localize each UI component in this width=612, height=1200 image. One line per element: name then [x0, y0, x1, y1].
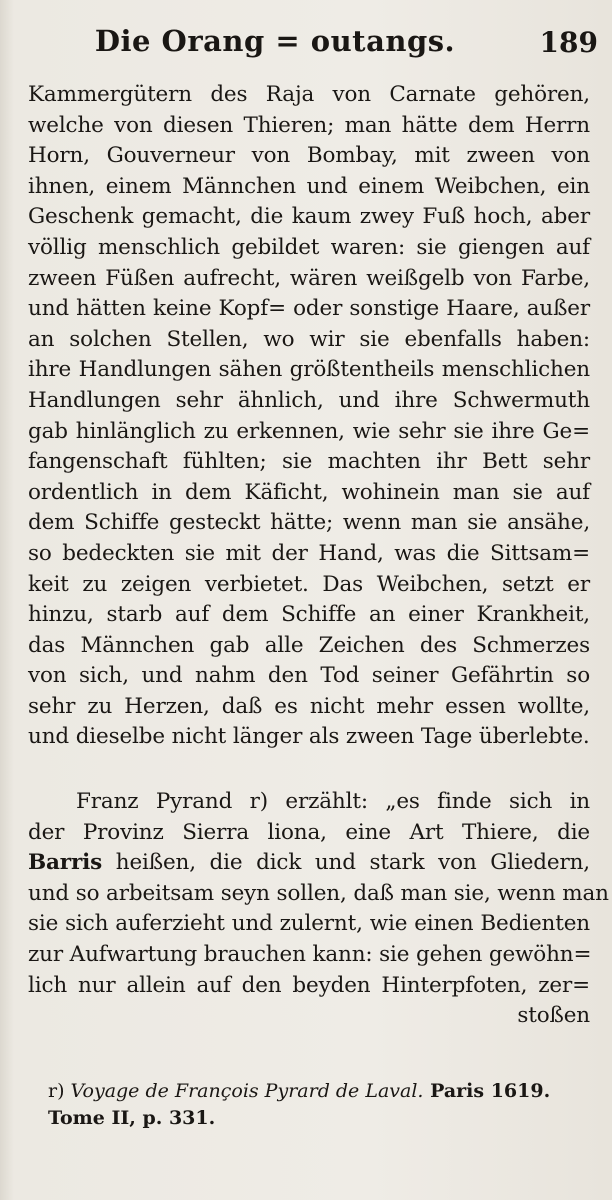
- catchword: stoßen: [517, 1003, 590, 1029]
- running-title: Die Orang = outangs.: [94, 24, 456, 58]
- text-line: lich nur allein auf den beyden Hinterpfoten, zer=: [28, 972, 590, 998]
- page-header: [22, 16, 598, 64]
- text-line: Franz Pyrand r) erzählt: „es finde sich in: [76, 789, 590, 815]
- text-line: und dieselbe nicht länger als zween Tage überlebte.: [28, 724, 590, 750]
- text-line: sie sich auferzieht und zulernt, wie einen Bedienten: [28, 911, 590, 937]
- text-line: an solchen Stellen, wo wir sie ebenfalls haben:: [28, 326, 590, 352]
- footnote-title: Voyage de François Pyrard de Laval.: [64, 1080, 424, 1102]
- footnote-marker: r): [48, 1080, 65, 1102]
- text-line: Kammergütern des Raja von Carnate gehören,: [28, 82, 590, 107]
- text-line: dem Schiffe gesteckt hätte; wenn man sie ansähe,: [28, 510, 590, 536]
- page-number: 189: [539, 26, 598, 59]
- text-line: ihnen, einem Männchen und einem Weibchen, ein: [28, 173, 590, 199]
- paragraph-gap: [28, 753, 590, 787]
- text-line: so bedeckten sie mit der Hand, was die Sittsam=: [28, 540, 590, 566]
- footnote: [48, 1078, 582, 1132]
- text-line: [28, 848, 590, 879]
- paragraph-2: [28, 787, 609, 1032]
- footnote-line-2: Tome II, p. 331.: [48, 1107, 216, 1129]
- text-line: keit zu zeigen verbietet. Das Weibchen, setzt er: [28, 571, 590, 597]
- text-line: zur Aufwartung brauchen kann: sie gehen gewöhn=: [28, 942, 592, 968]
- body-text: [28, 80, 609, 1032]
- text-line: ihre Handlungen sähen größtentheils menschlichen: [28, 357, 590, 383]
- text-line: welche von diesen Thieren; man hätte dem Herrn: [28, 112, 590, 138]
- footnote-line-1: [48, 1078, 582, 1105]
- text-line: Handlungen sehr ähnlich, und ihre Schwermuth: [28, 387, 590, 413]
- text-line: völlig menschlich gebildet waren: sie giengen auf: [28, 234, 590, 260]
- text-line: Horn, Gouverneur von Bombay, mit zween von: [28, 143, 590, 169]
- text-line: gab hinlänglich zu erkennen, wie sehr sie ihre Ge=: [28, 418, 590, 444]
- text-line: sehr zu Herzen, daß es nicht mehr essen wollte,: [28, 693, 590, 719]
- term-barris: Barris: [28, 850, 103, 876]
- text-line: von sich, und nahm den Tod seiner Gefährtin so: [28, 663, 590, 689]
- text-line: der Provinz Sierra liona, eine Art Thiere, die: [28, 819, 590, 845]
- text-line: und hätten keine Kopf= oder sonstige Haare, außer: [28, 296, 590, 322]
- paragraph-1: [28, 80, 590, 753]
- text-line: fangenschaft fühlten; sie machten ihr Bett sehr: [28, 449, 590, 475]
- footnote-place-year: Paris 1619.: [423, 1080, 551, 1102]
- text-line: das Männchen gab alle Zeichen des Schmerzes: [28, 632, 590, 658]
- text-line: ordentlich in dem Käficht, wohinein man sie auf: [28, 479, 590, 505]
- text-line-rest: heißen, die dick und stark von Gliedern,: [102, 850, 590, 876]
- text-line: und so arbeitsam seyn sollen, daß man sie, wenn man: [28, 880, 609, 906]
- text-line: Geschenk gemacht, die kaum zwey Fuß hoch, aber: [28, 204, 590, 230]
- text-line: hinzu, starb auf dem Schiffe an einer Krankheit,: [28, 602, 590, 628]
- text-line: zween Füßen aufrecht, wären weißgelb von Farbe,: [28, 265, 590, 291]
